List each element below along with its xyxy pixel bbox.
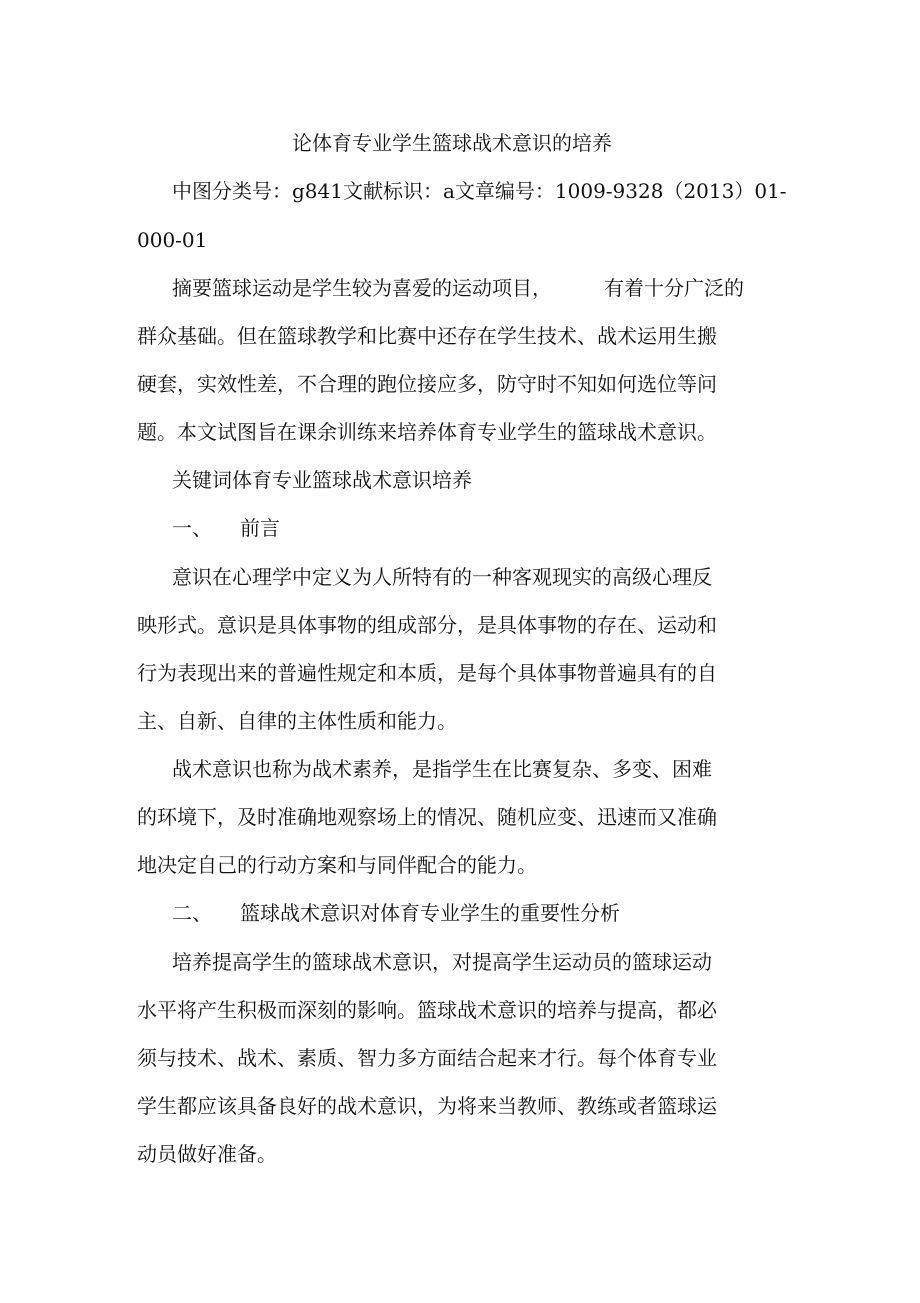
abstract-line-1a: 摘要篮球运动是学生较为喜爱的运动项目， xyxy=(172,276,552,300)
para-1-line-3: 行为表现出来的普遍性规定和本质，是每个具体事物普遍具有的自 xyxy=(137,661,717,685)
section-2-number: 二、 xyxy=(172,901,212,925)
keywords-line: 关键词体育专业篮球战术意识培养 xyxy=(172,468,472,492)
abstract-line-2: 群众基础。但在篮球教学和比赛中还存在学生技术、战术运用生搬 xyxy=(137,324,717,348)
section-1-number: 一、 xyxy=(172,516,212,540)
classification-line-2: 000-01 xyxy=(137,228,208,252)
para-3-line-4: 学生都应该具备良好的战术意识，为将来当教师、教练或者篮球运 xyxy=(137,1094,717,1118)
document-title: 论体育专业学生篮球战术意识的培养 xyxy=(292,131,612,155)
section-1-heading xyxy=(172,514,280,542)
para-3-line-3: 须与技术、战术、素质、智力多方面结合起来才行。每个体育专业 xyxy=(137,1046,717,1070)
abstract-line-1b: 有着十分广泛的 xyxy=(604,276,744,300)
section-1-title: 前言 xyxy=(240,516,280,540)
para-1-line-2: 映形式。意识是具体事物的组成部分，是具体事物的存在、运动和 xyxy=(137,613,717,637)
para-3-line-1: 培养提高学生的篮球战术意识，对提高学生运动员的篮球运动 xyxy=(172,950,712,974)
abstract-line-1 xyxy=(172,274,744,302)
para-2-line-2: 的环境下，及时准确地观察场上的情况、随机应变、迅速而又准确 xyxy=(137,805,717,829)
para-3-line-2: 水平将产生积极而深刻的影响。篮球战术意识的培养与提高，都必 xyxy=(137,998,717,1022)
abstract-line-4: 题。本文试图旨在课余训练来培养体育专业学生的篮球战术意识。 xyxy=(137,420,717,444)
classification-line-1: 中图分类号：g841文献标识：a文章编号：1009-9328（2013）01- xyxy=(172,179,787,203)
section-2-heading xyxy=(172,899,620,927)
para-1-line-1: 意识在心理学中定义为人所特有的一种客观现实的高级心理反 xyxy=(172,565,712,589)
abstract-line-3: 硬套，实效性差，不合理的跑位接应多，防守时不知如何选位等问 xyxy=(137,372,717,396)
para-3-line-5: 动员做好准备。 xyxy=(137,1142,277,1166)
section-2-title: 篮球战术意识对体育专业学生的重要性分析 xyxy=(240,901,620,925)
para-2-line-3: 地决定自己的行动方案和与同伴配合的能力。 xyxy=(137,853,537,877)
para-1-line-4: 主、自新、自律的主体性质和能力。 xyxy=(137,709,457,733)
para-2-line-1: 战术意识也称为战术素养，是指学生在比赛复杂、多变、困难 xyxy=(172,757,712,781)
